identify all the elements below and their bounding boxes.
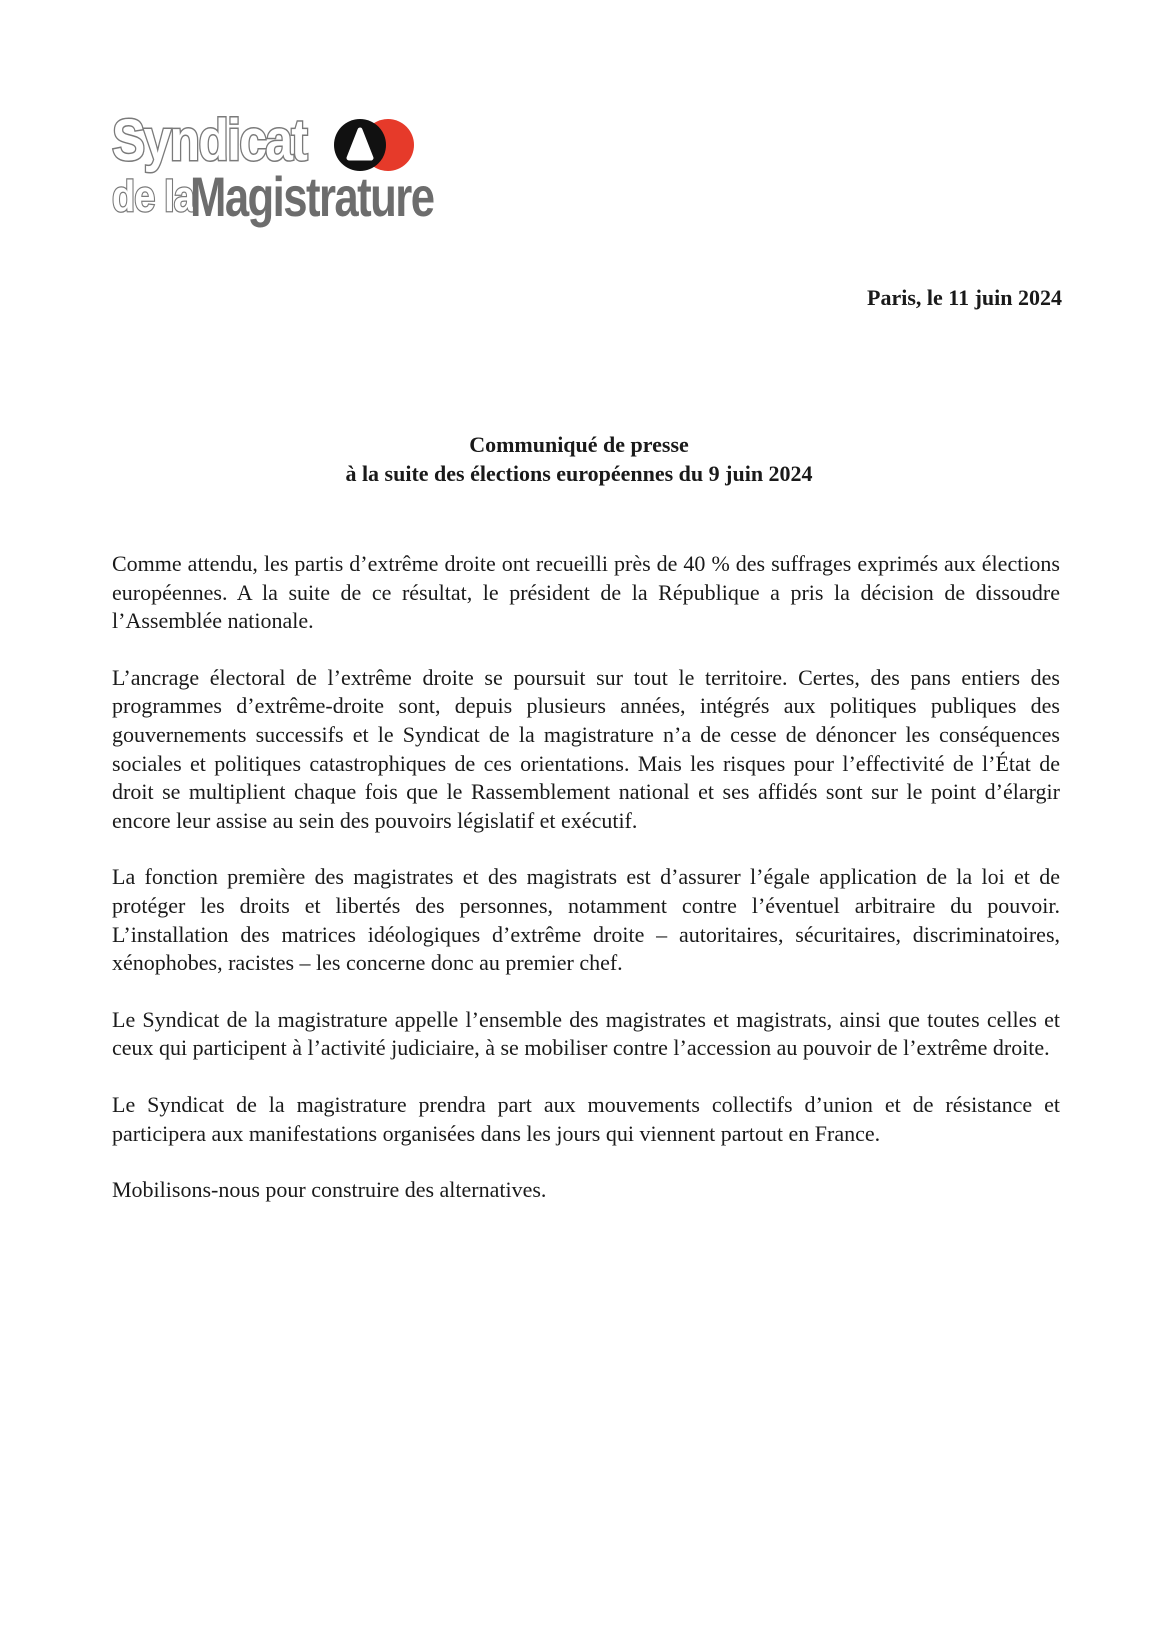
logo-mark-icon	[330, 116, 418, 172]
document-title	[0, 430, 1158, 488]
paragraph: Comme attendu, les partis d’extrême droite ont recueilli près de 40 % des suffrages exprimés aux élections européennes. A la suite de ce résultat, le président de la République a pris la décision de dissoudre l’Assemblée nationale.	[112, 551, 1060, 634]
paragraph: Mobilisons-nous pour construire des alternatives.	[112, 1177, 547, 1203]
logo-line2-prefix: de la	[112, 172, 194, 221]
document-date: Paris, le 11 juin 2024	[867, 285, 1062, 310]
title-line1: Communiqué de presse	[469, 432, 689, 457]
paragraph: Le Syndicat de la magistrature appelle l’ensemble des magistrates et magistrats, ainsi que toutes celles et ceux qui participent à l’activité judiciaire, à se mobiliser contre l’accession au pouvoir de l’extrême droite.	[112, 1006, 1060, 1061]
paragraph: Le Syndicat de la magistrature prendra part aux mouvements collectifs d’union et de résistance et participera aux manifestations organisées dans les jours qui viennent partout en France.	[112, 1091, 1060, 1146]
title-line2: à la suite des élections européennes du 9 juin 2024	[345, 461, 813, 486]
paragraph: L’ancrage électoral de l’extrême droite se poursuit sur tout le territoire. Certes, des pans entiers des programmes d’extrême-droite sont, depuis plusieurs années, intégrés aux politiques publiques des gouvernements successifs et le Syndicat de la magistrature n’a de cesse de dénoncer les conséquences sociales et politiques catastrophiques de ces orientations. Mais les risques pour l’effectivité de l’État de droit se multiplient chaque fois que le Rassemblement national et ses affidés sont sur le point d’élargir encore leur assise au sein des pouvoirs législatif et exécutif.	[112, 664, 1060, 833]
logo	[112, 108, 472, 230]
logo-line1: Syndicat	[112, 108, 307, 173]
document-body	[112, 550, 1060, 1233]
paragraph: La fonction première des magistrates et des magistrats est d’assurer l’égale application de la loi et de protéger les droits et libertés des personnes, notamment contre l’éventuel arbitraire du pouvoir. L’installation des matrices idéologiques d’extrême droite – autoritaires, sécuritaires, discriminatoires, xénophobes, racistes – les concerne donc au premier chef.	[112, 864, 1060, 976]
logo-line2-main: Magistrature	[190, 165, 434, 228]
